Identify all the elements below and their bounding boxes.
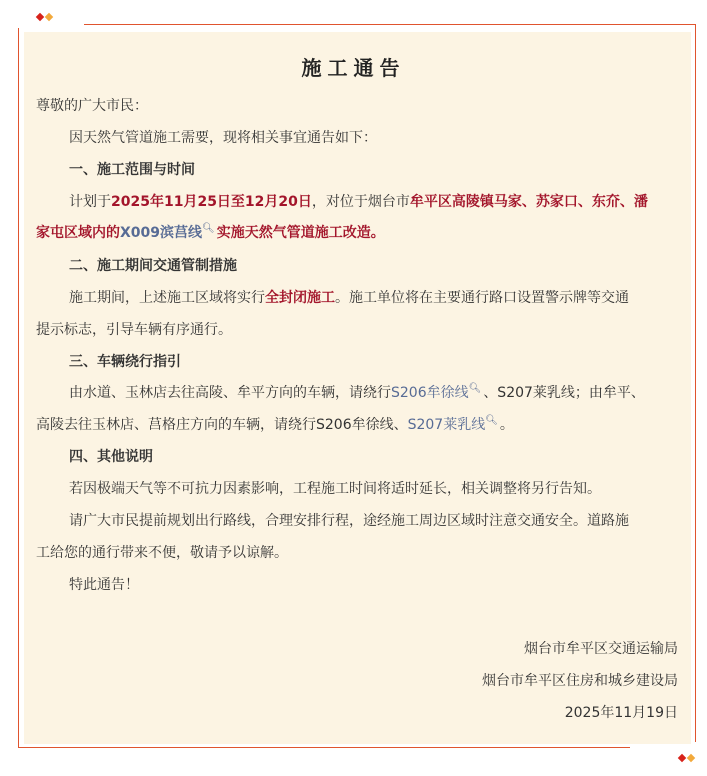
signer-transport-bureau: 烟台市牟平区交通运输局: [524, 641, 678, 657]
construction-area: 牟平区高陵镇马家、苏家口、东夼、潘: [409, 194, 648, 210]
road-link-s206[interactable]: S206牟徐线: [391, 385, 469, 401]
section-heading-traffic: 二、施工期间交通管制措施: [69, 258, 237, 274]
text: ，对位于烟台市: [311, 194, 410, 210]
section-other-line-2: 请广大市民提前规划出行路线，合理安排行程，途经施工周边区域时注意交通安全。道路施: [69, 513, 629, 529]
section-heading-other: 四、其他说明: [69, 449, 153, 465]
frame-line-top: [84, 24, 696, 25]
text: 由水道、玉林店去往高陵、牟平方向的车辆，请绕行: [69, 385, 391, 401]
frame-line-left: [18, 28, 19, 748]
section-traffic-line-2: 提示标志，引导车辆有序通行。: [36, 322, 232, 338]
section-detour-line-1: [69, 382, 645, 402]
diamond-gold: [45, 13, 53, 21]
construction-area-cont: 家屯区域内的: [36, 225, 120, 241]
section-other-line-1: 若因极端天气等不可抗力因素影响，工程施工时间将适时延长，相关调整将另行告知。: [69, 481, 601, 497]
diamond-gold: [687, 754, 695, 762]
notice-title: 施工通告: [301, 56, 406, 80]
corner-ornament-bottom: [676, 753, 706, 763]
section-detour-line-2: [36, 414, 514, 434]
construction-desc: 实施天然气管道施工改造。: [216, 225, 385, 241]
construction-date-range: 2025年11月25日至12月20日: [111, 194, 312, 210]
text: 、S207莱乳线；由牟平、: [483, 385, 645, 401]
road-link-s207[interactable]: S207莱乳线: [407, 417, 486, 433]
text: 。: [499, 417, 514, 433]
intro-paragraph: 因天然气管道施工需要，现将相关事宜通告如下：: [69, 130, 377, 146]
corner-ornament-top: [35, 12, 75, 22]
search-icon[interactable]: 🔍︎: [485, 415, 498, 427]
section-traffic-line-1: [69, 287, 629, 307]
section-scope-line-1: [69, 191, 648, 211]
section-heading-scope: 一、施工范围与时间: [69, 162, 195, 178]
road-link-x009[interactable]: X009滨莒线: [120, 225, 203, 241]
text: 。施工单位将在主要通行路口设置警示牌等交通: [335, 290, 629, 306]
closing-phrase: 特此通告！: [69, 577, 139, 593]
section-other-line-3: 工给您的通行带来不便，敬请予以谅解。: [36, 545, 288, 561]
notice-date: 2025年11月19日: [564, 705, 678, 721]
text: 高陵去往玉林店、莒格庄方向的车辆，请绕行S206牟徐线、: [36, 417, 408, 433]
full-closure-highlight: 全封闭施工: [265, 290, 335, 306]
diamond-red: [36, 13, 44, 21]
greeting: 尊敬的广大市民：: [36, 98, 148, 114]
diamond-red: [678, 754, 686, 762]
text: 施工期间，上述施工区域将实行: [69, 290, 265, 306]
search-icon[interactable]: 🔍︎: [202, 223, 215, 235]
section-scope-line-2: [36, 222, 385, 242]
section-heading-detour: 三、车辆绕行指引: [69, 354, 181, 370]
text: 计划于: [69, 194, 111, 210]
search-icon[interactable]: 🔍︎: [468, 383, 482, 395]
frame-line-right: [695, 24, 696, 742]
frame-line-bottom: [18, 747, 630, 748]
signer-housing-bureau: 烟台市牟平区住房和城乡建设局: [482, 673, 678, 689]
